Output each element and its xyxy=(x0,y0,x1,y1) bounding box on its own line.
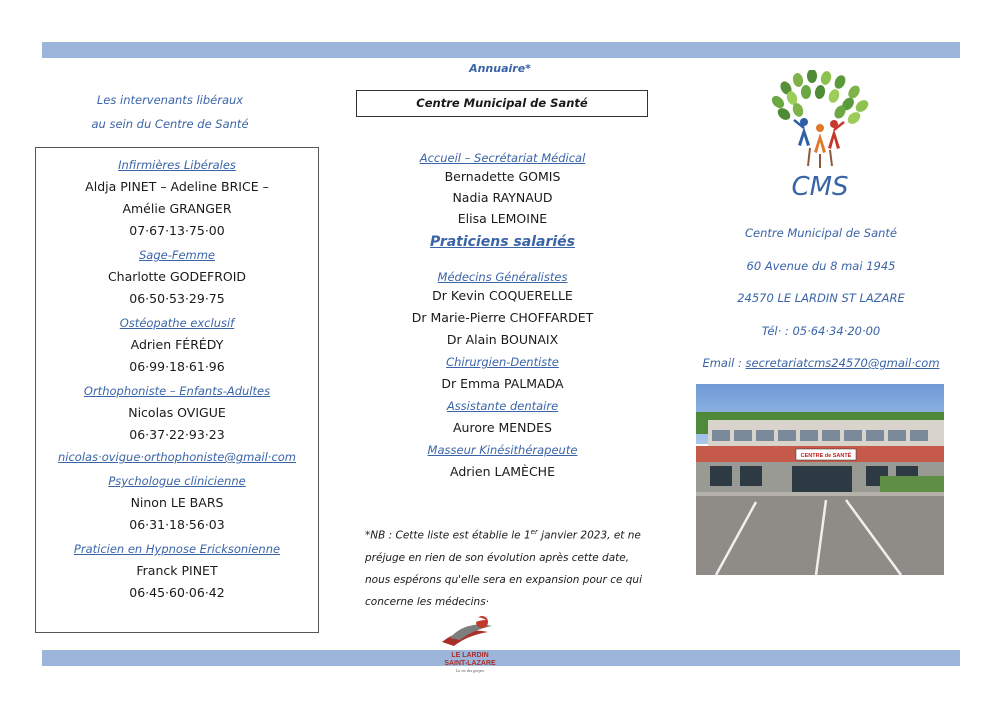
footnote-sup: er xyxy=(530,528,538,536)
entry-line: 06·99·18·61·96 xyxy=(129,359,225,374)
masseur-name: Adrien LAMÈCHE xyxy=(450,464,555,479)
masseur-title: Masseur Kinésithérapeute xyxy=(427,443,578,457)
practitioner-sections xyxy=(36,148,318,604)
entry-line: 06·37·22·93·23 xyxy=(129,427,225,442)
building-photo xyxy=(696,384,944,575)
accueil-person-1: Bernadette GOMIS xyxy=(444,169,561,184)
entry-line: Franck PINET xyxy=(136,563,218,578)
contact-info xyxy=(690,224,952,387)
medecin-2: Dr Marie-Pierre CHOFFARDET xyxy=(411,310,594,325)
chirurgien-title: Chirurgien-Dentiste xyxy=(446,355,559,369)
town-logo xyxy=(430,608,510,678)
email-link[interactable]: nicolas·ovigue·orthophoniste@gmail·com xyxy=(57,450,297,464)
section-title: Ostéopathe exclusif xyxy=(119,316,235,330)
logo-line2: SAINT-LAZARE xyxy=(444,660,496,667)
footnote-start: *NB : Cette liste est établie le 1 xyxy=(365,529,531,542)
section-title: Infirmières Libérales xyxy=(118,158,236,172)
entry-line: 06·31·18·56·03 xyxy=(129,517,225,532)
left-heading-line1: Les intervenants libéraux xyxy=(96,93,244,107)
entry-line: Adrien FÉRÉDY xyxy=(130,337,224,352)
logo-tagline: La vie des gorges xyxy=(456,668,484,673)
tree-leaves xyxy=(770,70,871,126)
footnote-end: janvier 2023, et ne préjuge en rien de son évolution après cette date, nous espérons qu'elle sera en expansion pour ce qui concerne les médecins· xyxy=(365,529,643,608)
email-link[interactable]: secretariatcms24570@gmail·com xyxy=(745,356,940,370)
entry-line: Aldja PINET – Adeline BRICE – xyxy=(85,179,269,194)
staff-list xyxy=(355,150,650,483)
entry-line: Nicolas OVIGUE xyxy=(128,405,226,420)
medecin-3: Dr Alain BOUNAIX xyxy=(446,332,559,347)
accueil-person-2: Nadia RAYNAUD xyxy=(452,190,553,205)
assistante-name: Aurore MENDES xyxy=(452,420,552,435)
address-line2: 24570 LE LARDIN ST LAZARE xyxy=(737,291,905,305)
accueil-person-3: Elisa LEMOINE xyxy=(457,211,548,226)
logo-line1: LE LARDIN xyxy=(451,652,489,659)
address-line1: 60 Avenue du 8 mai 1945 xyxy=(746,258,896,273)
cms-tree-logo xyxy=(768,70,872,170)
entry-line: 06·45·60·06·42 xyxy=(129,585,225,600)
section-title: Sage-Femme xyxy=(138,248,216,262)
assistante-title: Assistante dentaire xyxy=(446,399,559,413)
cms-title: CMS xyxy=(791,172,849,202)
liberal-practitioners-box xyxy=(35,147,319,633)
medecin-1: Dr Kevin COQUERELLE xyxy=(432,288,573,303)
phone[interactable]: Tél· : 05·64·34·20·00 xyxy=(761,323,881,338)
section-title: Orthophoniste – Enfants-Adultes xyxy=(83,384,271,398)
email-label: Email : xyxy=(702,356,746,370)
entry-line: 06·50·53·29·75 xyxy=(129,291,225,306)
entry-line: Ninon LE BARS xyxy=(130,495,224,510)
accueil-title: Accueil – Secrétariat Médical xyxy=(419,151,586,165)
entry-line: 07·67·13·75·00 xyxy=(129,223,225,238)
praticiens-heading[interactable]: Praticiens salariés xyxy=(430,234,575,250)
entry-line: Amélie GRANGER xyxy=(122,201,232,216)
medecins-title: Médecins Généralistes xyxy=(437,270,568,284)
left-heading xyxy=(40,88,300,136)
building-sign: CENTRE de SANTÉ xyxy=(800,453,852,459)
left-heading-line2: au sein du Centre de Santé xyxy=(91,117,249,131)
centre-name: Centre Municipal de Santé xyxy=(744,226,898,240)
section-title: Psychologue clinicienne xyxy=(108,474,246,488)
section-title: Praticien en Hypnose Ericksonienne xyxy=(73,542,281,556)
chirurgien-name: Dr Emma PALMADA xyxy=(441,376,564,391)
footnote xyxy=(365,521,645,613)
annuaire-label: Annuaire* xyxy=(469,62,531,75)
tree-people xyxy=(794,118,844,168)
email-row xyxy=(690,354,952,387)
top-band xyxy=(42,42,960,58)
entry-line: Charlotte GODEFROID xyxy=(107,269,247,284)
centre-title-box: Centre Municipal de Santé xyxy=(356,90,648,117)
